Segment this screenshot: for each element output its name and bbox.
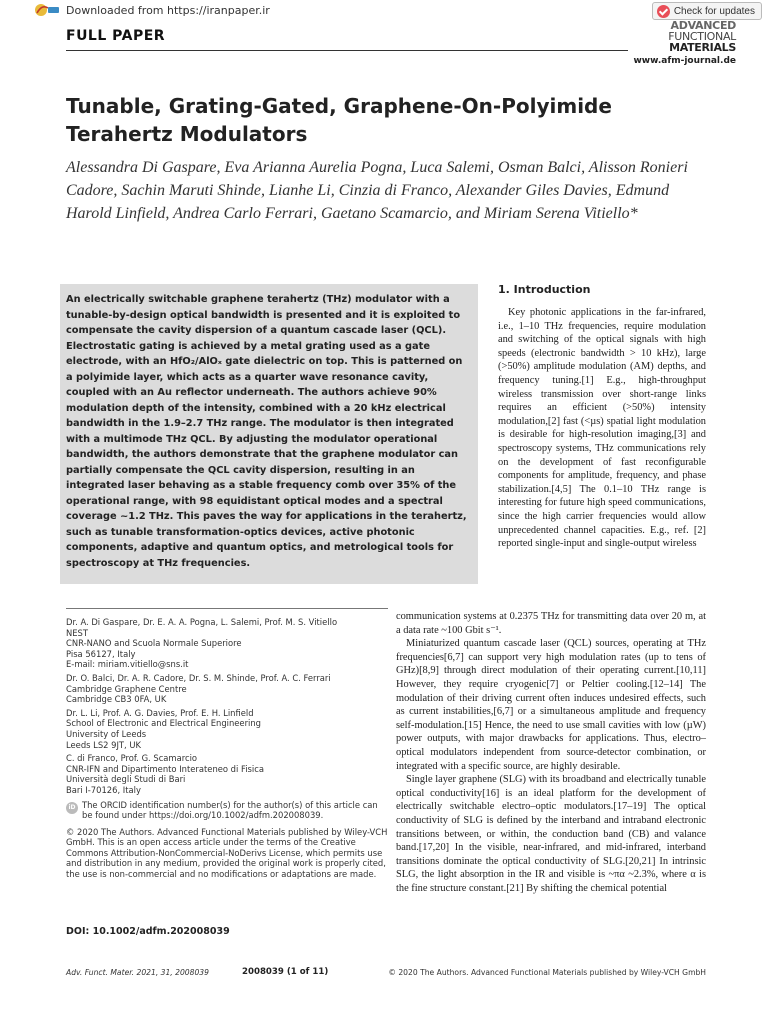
intro-column-narrow xyxy=(498,306,706,551)
intro-paragraph: communication systems at 0.2375 THz for transmitting data over 20 m, at a data rate ~100 Gbit s⁻¹. xyxy=(396,611,706,636)
orcid-note xyxy=(66,800,388,821)
footer-publisher: © 2020 The Authors. Advanced Functional Materials published by Wiley-VCH GmbH xyxy=(388,968,706,977)
affiliation-block: Dr. A. Di Gaspare, Dr. E. A. A. Pogna, L. Salemi, Prof. M. S. Vitiello NEST CNR-NANO and Scuola Normale Superiore Pisa 56127, Italy E-mail: miriam.vitiello@sns.it xyxy=(66,617,338,670)
intro-paragraph: Key photonic applications in the far-infrared, i.e., 1–10 THz frequencies, require modulation and switching of the optical signals with high speeds (electronic bandwidth > 10 kHz), large (>50%) amplitude modulation (AM) depths, and frequency tuning.[1] E.g., high-throughput wireless transmission over short-range links requires an efficient (>50%) intensity modulation,[2] fast (<µs) spatial light modulation is desirable for high-resolution imaging,[3] and spectroscopy systems, THz communications rely on the development of fast reconfigurable components for amplitude, frequency, and phase stabilization.[4,5] The 0.1–10 THz range is interesting for future high speed communications, since the high carrier frequencies would allow unprecedented channel capacities. E.g., ref. [2] reported single-input and single-output wireless xyxy=(498,307,706,550)
check-for-updates-label: Check for updates xyxy=(673,5,755,17)
section-label: FULL PAPER xyxy=(66,28,166,44)
orcid-icon: iD xyxy=(66,802,78,814)
affiliation-block: Dr. O. Balci, Dr. A. R. Cadore, Dr. S. M. Shinde, Prof. A. C. Ferrari Cambridge Graphene Centre Cambridge CB3 0FA, UK xyxy=(66,672,331,705)
intro-paragraph: Miniaturized quantum cascade laser (QCL) sources, operating at THz frequencies[6,7] can support very high modulation rates (up to tens of GHz)[8,9] through direct modulation of their operating current.[10,11] However, they require cryogenic[7] or Peltier cooling.[12–14] The modulation of their driving current often induces undesired effects, such as current instabilities,[6,7] or a simultaneous amplitude and frequency self-modulation.[15] Hence, the need to use small cavities with low (µW) power outputs, with major drawbacks for applications. Thus, electro–optical modulators independent from source-detector combination, or integrated with a specific source, are highly desirable. xyxy=(396,638,706,772)
abstract-box: An electrically switchable graphene terahertz (THz) modulator with a tunable-by-design optical bandwidth is presented and it is exploited to compensate the cavity dispersion of a quantum cascade laser (QCL). Electrostatic gating is achieved by a metal grating used as a gate electrode, with an HfO₂/AlOₓ gate dielectric on top. This is patterned on a polyimide layer, which acts as a quarter wave resonance cavity, coupled with an Au reflector underneath. The authors achieve 90% modulation depth of the intensity, combined with a 20 kHz electrical bandwidth in the 1.9–2.7 THz range. The modulator is then integrated with a multimode THz QCL. By adjusting the modulator operational bandwidth, the authors demonstrate that the graphene modulator can partially compensate the QCL cavity dispersion, resulting in an integrated laser behaving as a stable frequency comb over 35% of the operational range, with 98 equidistant optical modes and a spectral coverage ~1.2 THz. This paves the way for applications in the terahertz, such as tunable transformation-optics devices, active photonic components, adaptive and quantum optics, and metrological tools for spectroscopy at THz frequencies. xyxy=(60,284,478,584)
journal-logo-line: ADVANCED xyxy=(670,19,736,32)
author-list: Alessandra Di Gaspare, Eva Arianna Aurelia Pogna, Luca Salemi, Osman Balci, Alisson Ronieri Cadore, Sachin Maruti Shinde, Lianhe Li, Cinzia di Franco, Alexander Giles Davies, Edmund Harold Linfield, Andrea Carlo Ferrari, Gaetano Scamarcio, and Miriam Serena Vitiello* xyxy=(66,159,688,222)
article-doi[interactable]: DOI: 10.1002/adfm.202008039 xyxy=(66,926,230,937)
affiliation-block: Dr. L. Li, Prof. A. G. Davies, Prof. E. H. Linfield School of Electronic and Electrical Engineering University of Leeds Leeds LS2 9JT, UK xyxy=(66,707,261,750)
journal-logo-line: MATERIALS xyxy=(669,41,736,54)
intro-column-wide xyxy=(396,610,706,895)
download-source-text[interactable]: Downloaded from https://iranpaper.ir xyxy=(66,4,270,17)
iranpaper-logo-icon xyxy=(34,1,60,19)
journal-logo-line: FUNCTIONAL xyxy=(668,30,736,43)
affiliation-block: C. di Franco, Prof. G. Scamarcio CNR-IFN and Dipartimento Interateneo di Fisica Università degli Studi di Bari Bari I-70126, Italy xyxy=(66,753,264,795)
check-updates-icon xyxy=(657,5,670,18)
check-for-updates-button[interactable] xyxy=(652,2,762,20)
journal-logo xyxy=(632,20,736,53)
footer-page-number: 2008039 (1 of 11) xyxy=(242,967,329,977)
section-heading-introduction: 1. Introduction xyxy=(498,283,591,296)
download-bar xyxy=(0,0,768,22)
article-title: Tunable, Grating-Gated, Graphene-On-Polyimide Terahertz Modulators xyxy=(66,94,612,146)
intro-paragraph: Single layer graphene (SLG) with its broadband and electrically tunable optical conductivity[16] is an ideal platform for the development of electrically switchable electro–optic modulators.[17–19] The optical conductivity of SLG is defined by the interband and intraband electronic transitions between, or within, the conduction band (CB) and valance band.[17,20] In the visible, near-infrared, and mid-infrared, interband transitions dominate the optical conductivity of SLG.[20,21] In intrinsic SLG, the light absorption in the IR and visible is ~πα ~2.3%, where α is the fine structure constant.[21] By shifting the chemical potential xyxy=(396,774,706,894)
journal-url[interactable]: www.afm-journal.de xyxy=(633,56,736,66)
copyright-note: © 2020 The Authors. Advanced Functional Materials published by Wiley-VCH GmbH. This is an open access article under the terms of the Creative Commons Attribution-NonCommercial-NoDerivs License, which permits use and distribution in any medium, provided the original work is properly cited, the use is non-commercial and no modifications or adaptations are made. xyxy=(66,826,388,880)
header-rule xyxy=(66,50,628,51)
affiliations xyxy=(66,608,388,880)
footer-citation: Adv. Funct. Mater. 2021, 31, 2008039 xyxy=(66,968,209,977)
orcid-text[interactable]: The ORCID identification number(s) for the author(s) of this article can be found under https://doi.org/10.1002/adfm.202008039. xyxy=(82,799,378,821)
